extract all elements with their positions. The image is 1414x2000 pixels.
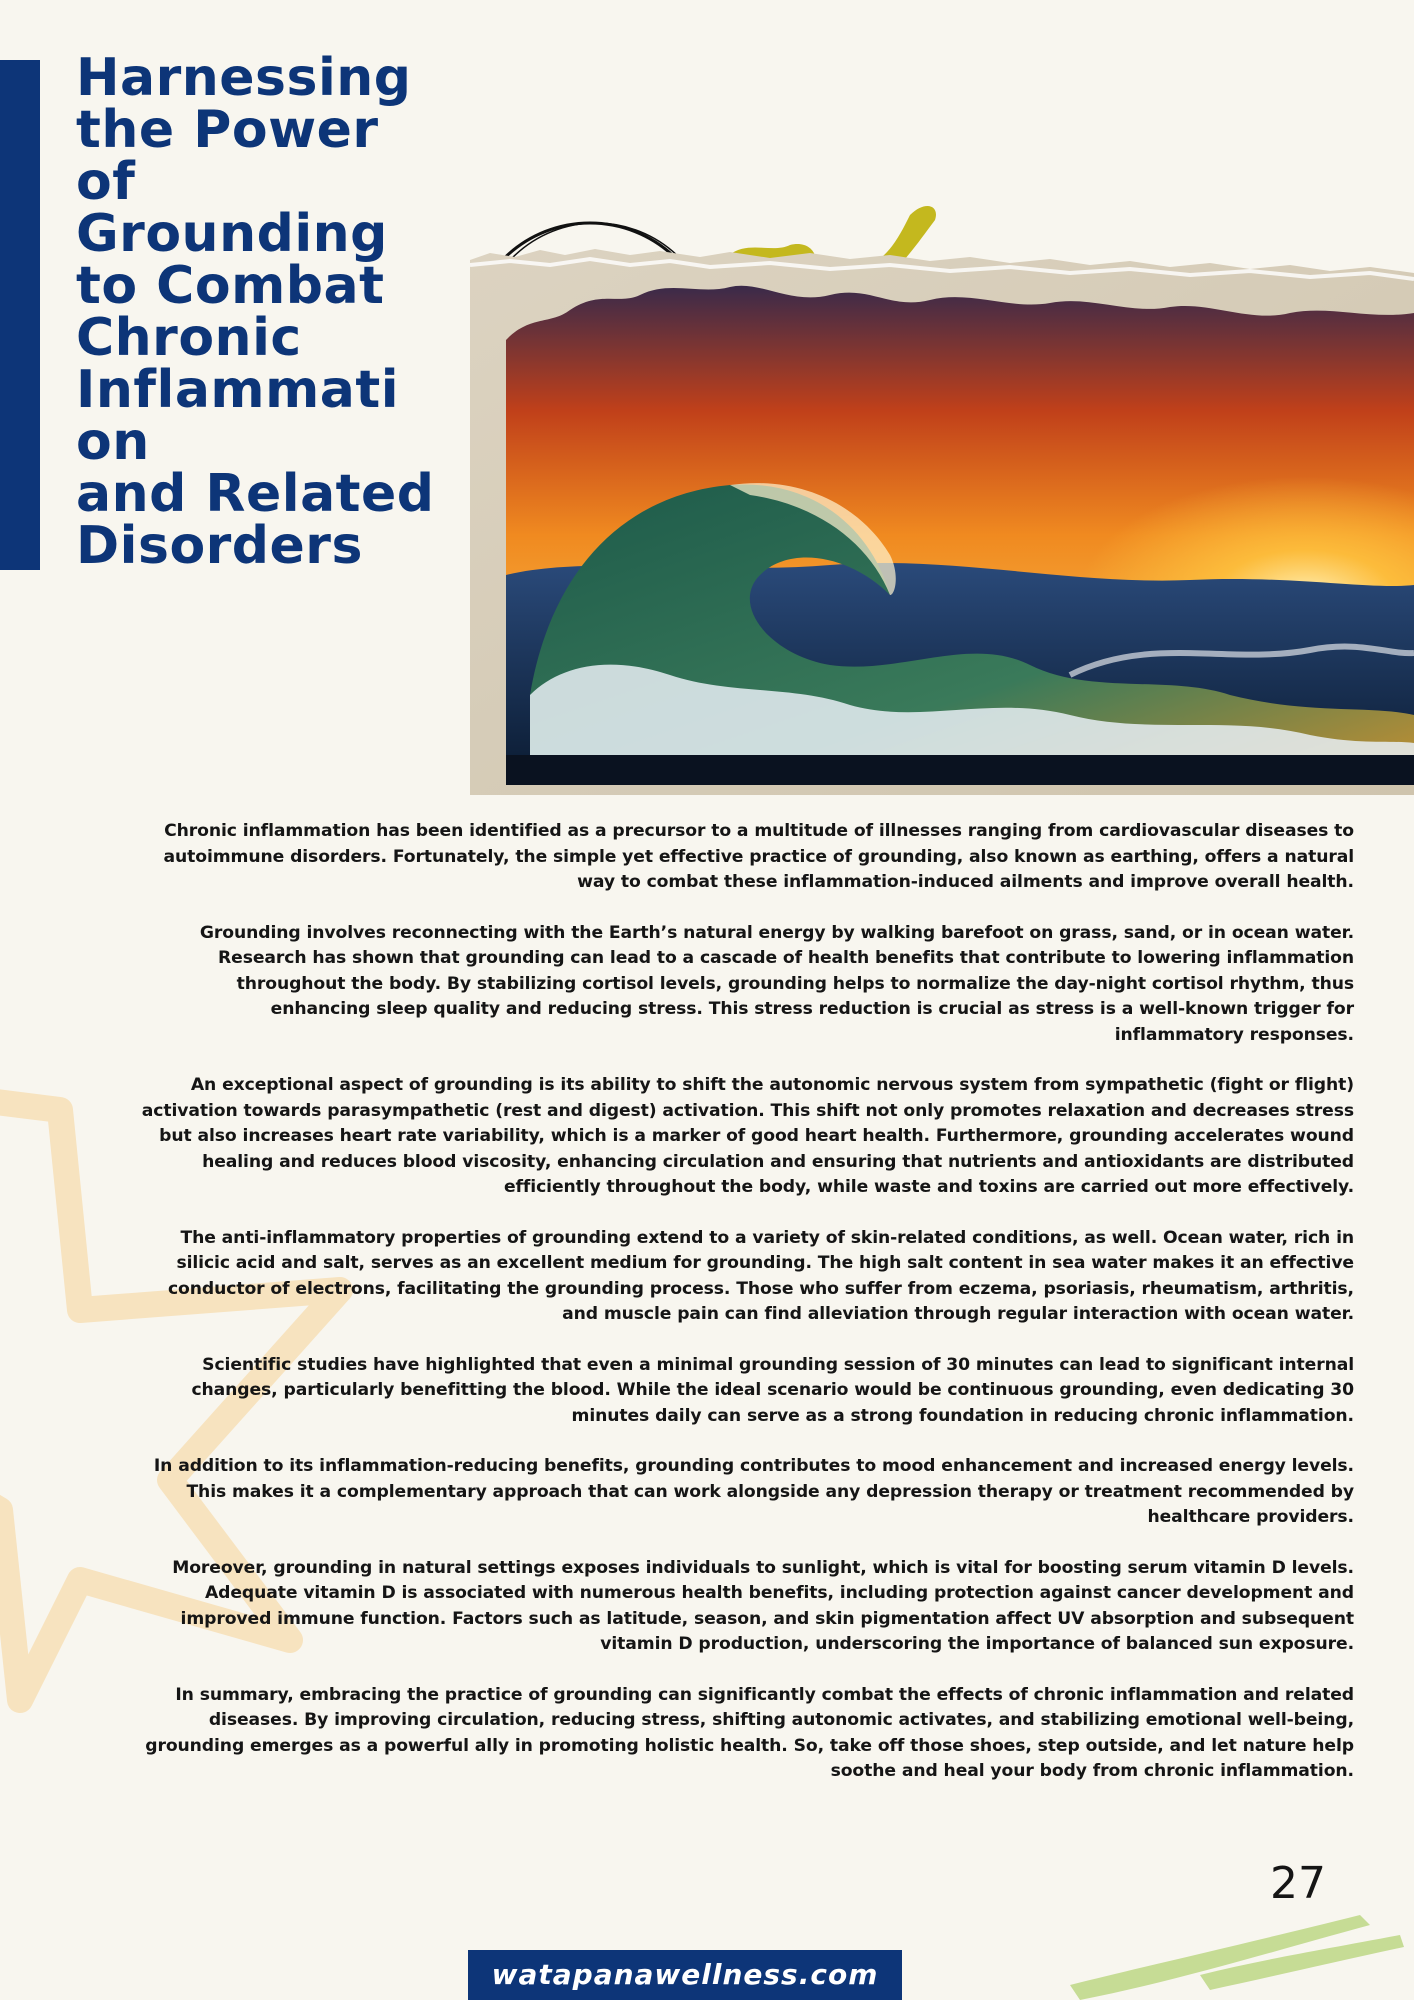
title-line: Grounding [76, 204, 388, 264]
body-paragraph: In summary, embracing the practice of grounding can significantly combat the effects of chronic inflammation and related diseases. By improving circulation, reducing stress, shifting autonomic activates, and stabilizing emotional well-being, grounding emerges as a powerful ally in promoting holistic health. So, take off those shoes, step outside, and let nature help soothe and heal your body from chronic inflammation. [145, 1684, 1354, 1781]
title-line: Chronic [76, 308, 302, 368]
title-line: Disorders [76, 516, 363, 576]
title-line: to Combat [76, 256, 385, 316]
title-line: of [76, 152, 136, 212]
page-number: 27 [1270, 1858, 1326, 1909]
body-paragraph: Chronic inflammation has been identified as a precursor to a multitude of illnesses ranging from cardiovascular diseases to autoimmune disorders. Fortunately, the simple yet effective practice of grounding, also known as earthing, offers a natural way to combat these inflammation-induced ailments and improve overall health. [163, 821, 1354, 892]
title-line: Harnessing [76, 48, 412, 108]
body-paragraph: In addition to its inflammation-reducing benefits, grounding contributes to mood enhancement and increased energy levels. This makes it a complementary approach that can work alongside any depression therapy or treatment recommended by healthcare providers. [153, 1456, 1354, 1527]
body-paragraph: An exceptional aspect of grounding is its ability to shift the autonomic nervous system from sympathetic (fight or flight) activation towards parasympathetic (rest and digest) activation. This shift not only promotes relaxation and decreases stress but also increases heart rate variability, which is a marker of good heart health. Furthermore, grounding accelerates wound healing and reduces blood viscosity, enhancing circulation and ensuring that nutrients and antioxidants are distributed efficiently throughout the body, while waste and toxins are carried out more effectively. [141, 1075, 1354, 1197]
article-title [76, 48, 496, 576]
title-line: and Related [76, 464, 435, 524]
accent-bar [0, 60, 40, 570]
body-paragraph: The anti-inflammatory properties of grounding extend to a variety of skin-related conditions, as well. Ocean water, rich in silicic acid and salt, serves as an excellent medium for grounding. The high salt content in sea water makes it an effective conductor of electrons, facilitating the grounding process. Those who suffer from eczema, psoriasis, rheumatism, arthritis, and muscle pain can find alleviation through regular interaction with ocean water. [167, 1227, 1354, 1324]
green-brush-stroke [1060, 1905, 1414, 2000]
footer-website-link[interactable]: watapanawellness.com [468, 1950, 902, 2000]
title-line: the Power [76, 100, 379, 160]
body-paragraph: Grounding involves reconnecting with the Earth’s natural energy by walking barefoot on grass, sand, or in ocean water. Research has shown that grounding can lead to a cascade of health benefits that contribute to lowering inflammation throughout the body. By stabilizing cortisol levels, grounding helps to normalize the day-night cortisol rhythm, thus enhancing sleep quality and reducing stress. This stress reduction is crucial as stress is a well-known trigger for inflammatory responses. [199, 922, 1354, 1045]
ocean-wave-sunset-image [470, 195, 1414, 795]
body-paragraph: Scientific studies have highlighted that even a minimal grounding session of 30 minutes can lead to significant internal changes, particularly benefitting the blood. While the ideal scenario would be continuous grounding, even dedicating 30 minutes daily can serve as a strong foundation in reducing chronic inflammation. [191, 1354, 1354, 1426]
body-paragraph: Moreover, grounding in natural settings exposes individuals to sunlight, which is vital for boosting serum vitamin D levels. Adequate vitamin D is associated with numerous health benefits, including protection against cancer development and improved immune function. Factors such as latitude, season, and skin pigmentation affect UV absorption and subsequent vitamin D production, underscoring the importance of balanced sun exposure. [172, 1557, 1354, 1654]
title-line: on [76, 412, 150, 472]
article-body [140, 819, 1354, 1810]
hero-collage [470, 195, 1414, 795]
title-line: Inflammati [76, 360, 400, 420]
